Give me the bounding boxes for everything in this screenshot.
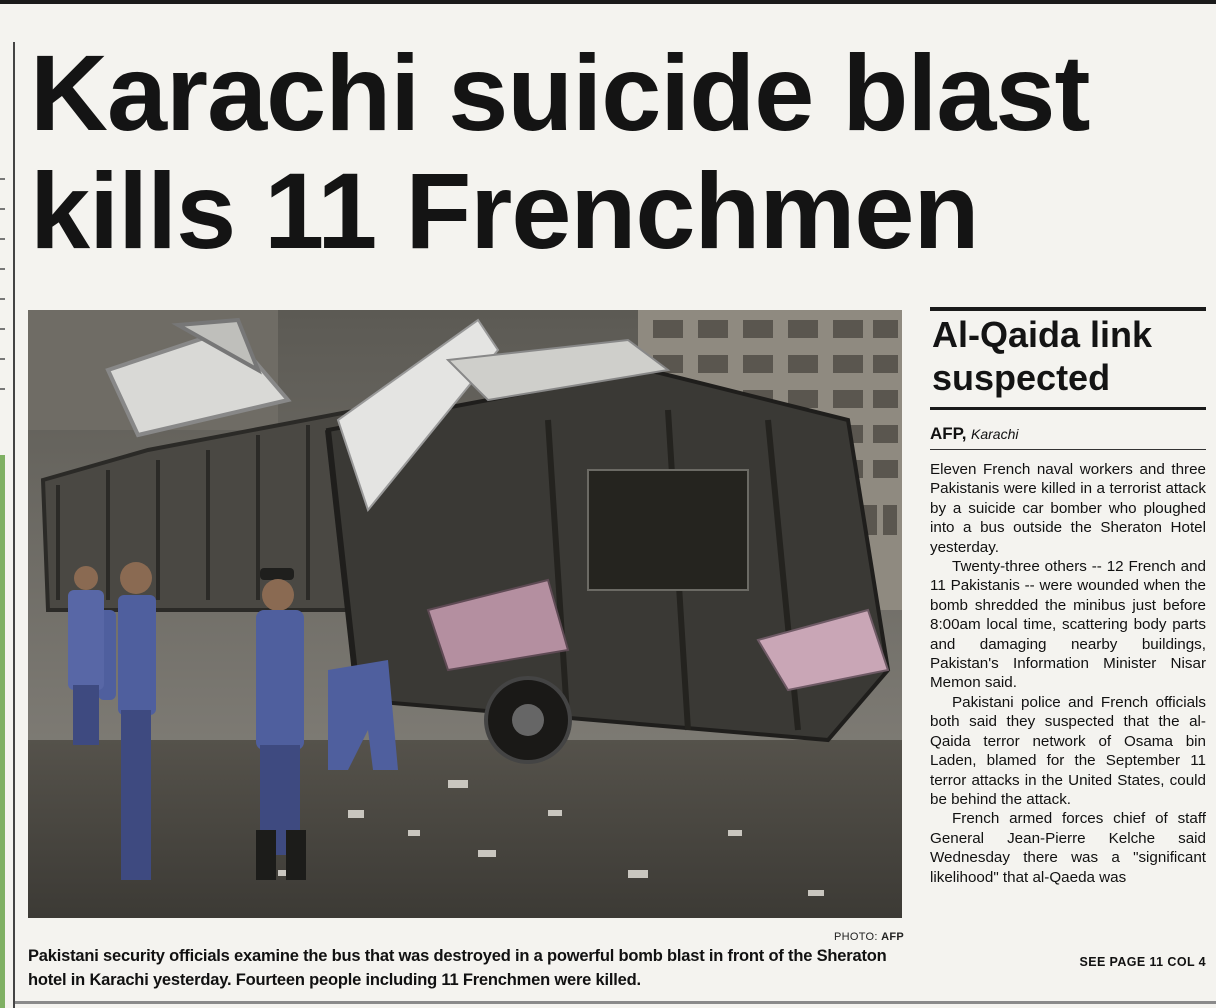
article-paragraph: French armed forces chief of staff General Jean-Pierre Kelche said Wednesday there was a "significant likelihood" that al-Qaeda was xyxy=(930,810,1206,886)
article-paragraph: Pakistani police and French officials both said they suspected that the al-Qaida terror network of Osama bin Laden, blamed for the September 11 terror attacks in the United States, could be behind the attack. xyxy=(930,693,1206,808)
bus-wreckage-illustration xyxy=(28,310,902,918)
news-photo xyxy=(28,310,902,918)
left-edge-color-strip xyxy=(0,455,5,1008)
left-column-rule xyxy=(13,42,15,1008)
byline-agency: AFP, xyxy=(930,424,967,443)
article-paragraph: Eleven French naval workers and three Pakistanis were killed in a terrorist attack by a suicide car bomber who ploughed into a bus outside the Sheraton Hotel yesterday. xyxy=(930,461,1206,556)
sidebar-headline: Al-Qaida link suspected xyxy=(932,314,1153,398)
byline xyxy=(930,424,1018,444)
photo-credit-agency: AFP xyxy=(881,931,904,943)
byline-location: Karachi xyxy=(971,426,1019,442)
street-ground xyxy=(28,740,902,918)
photo-credit-label: PHOTO: xyxy=(833,931,878,943)
security-officer-center xyxy=(256,568,306,880)
byline-rule xyxy=(930,449,1206,450)
sidebar-top-rule xyxy=(930,307,1206,311)
continued-jump-line: SEE PAGE 11 COL 4 xyxy=(1079,955,1206,969)
main-headline xyxy=(30,34,1210,270)
headline-line-1: Karachi suicide blast xyxy=(30,32,1090,153)
security-officer-far-left xyxy=(68,566,104,745)
photo-caption: Pakistani security officials examine the bus that was destroyed in a powerful bomb blast in front of the Sheraton hotel in Karachi yesterday. Fourteen people including 11 Frenchmen were killed. xyxy=(28,947,887,989)
headline-line-2: kills 11 Frenchmen xyxy=(30,150,979,271)
photo-credit xyxy=(780,931,904,943)
article-body xyxy=(930,460,1206,950)
top-rule xyxy=(0,0,1216,4)
left-edge-marks xyxy=(0,150,6,450)
article-paragraph: Twenty-three others -- 12 French and 11 Pakistanis -- were wounded when the bomb shredded the minibus just before 8:00am local time, scattering body parts and damaging nearby buildings, Pakistan's Information Minister Nisar Memon said. xyxy=(930,558,1206,692)
bottom-rule xyxy=(15,1001,1216,1004)
sidebar-headline-rule xyxy=(930,407,1206,410)
